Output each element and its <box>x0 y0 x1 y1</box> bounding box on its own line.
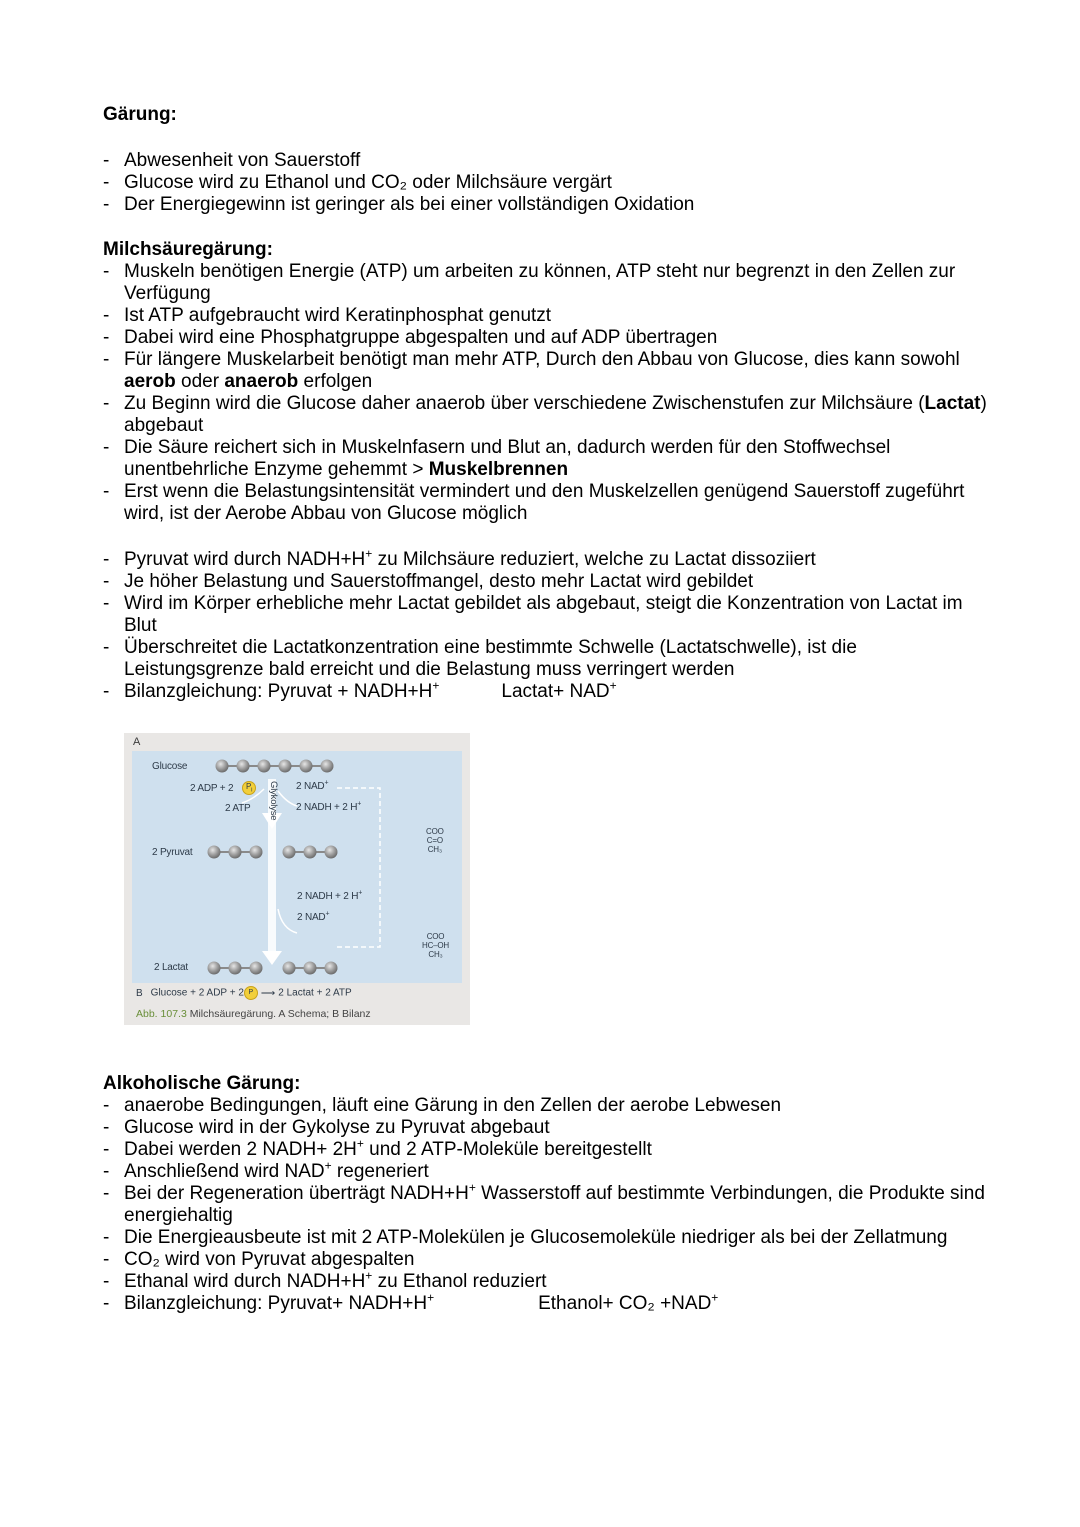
formula-line: CH₃ <box>428 950 443 959</box>
text-span: Die Säure reichert sich in Muskelnfasern und Blut an, dadurch werden für den Stoffwechsel unentbehrliche Enzyme gehemmt > <box>124 437 891 480</box>
list-item <box>100 678 990 703</box>
list-item <box>100 1290 990 1315</box>
text-span: 2 NADH + 2 H <box>297 891 359 902</box>
bilanz-right: 2 Lactat + 2 ATP <box>278 987 352 999</box>
formula-line: C=O <box>426 836 443 845</box>
text-span: 2 NAD <box>296 781 325 792</box>
figure-label-atp: 2 ATP <box>225 803 251 814</box>
superscript-plus: + <box>324 779 329 787</box>
superscript-plus: + <box>365 546 373 561</box>
bilanz-label: B <box>136 987 143 999</box>
list-item: - anaerobe Bedingungen, läuft eine Gärung in den Zellen der aerobe Lebwesen <box>100 1095 990 1117</box>
pi-text: P <box>246 782 252 791</box>
list-item <box>100 1180 990 1227</box>
superscript-plus: + <box>365 1268 373 1283</box>
formula-line: HC–OH <box>422 941 450 950</box>
text-span: Bilanzgleichung: Pyruvat + NADH+H <box>124 681 433 702</box>
list-alkoholische-gaerung <box>100 1095 990 1315</box>
superscript-plus: + <box>324 1158 332 1173</box>
figure-label-pi <box>246 782 253 794</box>
list-item <box>100 393 990 437</box>
text-span: und 2 ATP-Moleküle bereitgestellt <box>363 1139 652 1160</box>
list-item: - Je höher Belastung und Sauerstoffmangel, desto mehr Lactat wird gebildet <box>100 571 990 593</box>
figure-label-pyruvat: 2 Pyruvat <box>152 847 193 858</box>
formula-line: CH₃ <box>427 845 442 854</box>
formula-line: COO <box>426 932 445 941</box>
figure-caption <box>136 1008 371 1020</box>
figure-milchsaeuregaerung <box>124 733 470 1025</box>
text-span: Für längere Muskelarbeit benötigt man mehr ATP, Durch den Abbau von Glucose, dies kann sowohl <box>124 349 960 370</box>
superscript-plus: + <box>357 800 362 808</box>
list-item: - Abwesenheit von Sauerstoff <box>100 150 990 172</box>
text-span: Zu Beginn wird die Glucose daher anaerob über verschiedene Zwischenstufen zur Milchsäure ( <box>124 393 925 414</box>
figure-bilanz <box>136 986 352 1000</box>
superscript-plus: + <box>427 1290 435 1305</box>
text-span: Ethanol+ CO₂ +NAD <box>538 1293 712 1314</box>
superscript-plus: + <box>711 1290 719 1305</box>
list-item: - Muskeln benötigen Energie (ATP) um arbeiten zu können, ATP steht nur begrenzt in den Zellen zur Verfügung <box>100 261 990 305</box>
text-span: 2 NADH + 2 H <box>296 802 358 813</box>
list-item <box>100 546 990 571</box>
text-span: Bei der Regeneration überträgt NADH+H <box>124 1183 469 1204</box>
list-item: - Glucose wird in der Gykolyse zu Pyruvat abgebaut <box>100 1117 990 1139</box>
superscript-plus: + <box>358 889 363 897</box>
text-span: Wasserstoff auf bestimmte Verbindungen, die Produkte sind energiehaltig <box>124 1183 985 1226</box>
text-span: zu Milchsäure reduziert, welche zu Lactat dissoziiert <box>372 549 816 570</box>
list-item <box>100 1268 990 1293</box>
figure-label-lactat: 2 Lactat <box>154 962 188 973</box>
pi-sub: i <box>251 787 253 794</box>
figure-label-glykolyse: Glykolyse <box>268 781 279 821</box>
text-span: erfolgen <box>298 371 373 392</box>
formula-pyruvat <box>426 827 444 854</box>
figure-label-nad-mid <box>297 912 329 923</box>
heading-milchsaeuregaerung: Milchsäuregärung: <box>103 239 273 260</box>
list-item: - Erst wenn die Belastungsintensität vermindert und den Muskelzellen genügend Sauerstoff zugeführt wird, ist der Aerobe Abbau von Glucose möglich <box>100 481 990 525</box>
list-item: - Der Energiegewinn ist geringer als bei einer vollständigen Oxidation <box>100 194 990 216</box>
figure-label-glucose: Glucose <box>152 761 188 772</box>
list-item <box>100 437 990 481</box>
list-item: - Überschreitet die Lactatkonzentration eine bestimmte Schwelle (Lactatschwelle), ist die Leistungsgrenze bald erreicht und die Belastung muss verringert werden <box>100 637 990 681</box>
heading-alkoholische-gaerung: Alkoholische Gärung: <box>103 1073 301 1094</box>
text-span: zu Ethanol reduziert <box>372 1271 547 1292</box>
list-item <box>100 1158 990 1183</box>
bold-muskelbrennen: Muskelbrennen <box>428 459 569 480</box>
text-span: 2 NAD <box>297 912 326 923</box>
superscript-plus: + <box>356 1136 364 1151</box>
figure-schema-panel <box>132 751 462 983</box>
list-item: - Glucose wird zu Ethanol und CO₂ oder Milchsäure vergärt <box>100 172 990 194</box>
list-lactat <box>100 546 990 703</box>
list-item: - Dabei wird eine Phosphatgruppe abgespalten und auf ADP übertragen <box>100 327 990 349</box>
list-item: - CO₂ wird von Pyruvat abgespalten <box>100 1249 990 1271</box>
figure-panel-label: A <box>133 736 141 748</box>
bold-aerob: aerob <box>124 371 176 392</box>
text-span: Ethanal wird durch NADH+H <box>124 1271 366 1292</box>
text-span: Lactat+ NAD <box>501 681 610 702</box>
text-span: Pyruvat wird durch NADH+H <box>124 549 366 570</box>
text-span: regeneriert <box>331 1161 429 1182</box>
list-gaerung <box>100 150 990 216</box>
bold-anaerob: anaerob <box>224 371 299 392</box>
text-span: oder <box>175 371 225 392</box>
superscript-plus: + <box>468 1180 476 1195</box>
formula-line: COO <box>426 827 444 836</box>
figure-label-adp: 2 ADP + 2 <box>190 783 234 794</box>
list-milchsaeuregaerung <box>100 261 990 525</box>
list-item <box>100 1136 990 1161</box>
figure-label-nadh-mid <box>297 891 362 902</box>
formula-lactat <box>422 932 449 959</box>
bold-lactat: Lactat <box>924 393 981 414</box>
bilanz-left: Glucose + 2 ADP + 2 <box>150 987 244 999</box>
caption-text: Milchsäuregärung. A Schema; B Bilanz <box>186 1008 371 1020</box>
list-item: - Wird im Körper erhebliche mehr Lactat gebildet als abgebaut, steigt die Konzentration von Lactat im Blut <box>100 593 990 637</box>
list-item <box>100 349 990 393</box>
glucose-molecule-icon <box>216 760 334 773</box>
superscript-plus: + <box>432 678 440 693</box>
figure-label-nadh-top <box>296 802 361 813</box>
superscript-plus: + <box>325 910 330 918</box>
figure-label-nad-top <box>296 781 328 792</box>
text-span: Anschließend wird NAD <box>124 1161 325 1182</box>
list-item: - Ist ATP aufgebraucht wird Keratinphosphat genutzt <box>100 305 990 327</box>
superscript-plus: + <box>609 678 617 693</box>
text-span: Bilanzgleichung: Pyruvat+ NADH+H <box>124 1293 428 1314</box>
phosphate-icon <box>244 986 258 1000</box>
arrow-icon: ⟶ <box>260 987 276 999</box>
heading-gaerung: Gärung: <box>103 104 177 125</box>
caption-number: Abb. 107.3 <box>136 1008 187 1020</box>
list-item: - Die Energieausbeute ist mit 2 ATP-Molekülen je Glucosemoleküle niedriger als bei der Zellatmung <box>100 1227 990 1249</box>
pi-text: P <box>248 989 254 996</box>
text-span: ) abgebaut <box>124 393 987 436</box>
text-span: Dabei werden 2 NADH+ 2H <box>124 1139 357 1160</box>
